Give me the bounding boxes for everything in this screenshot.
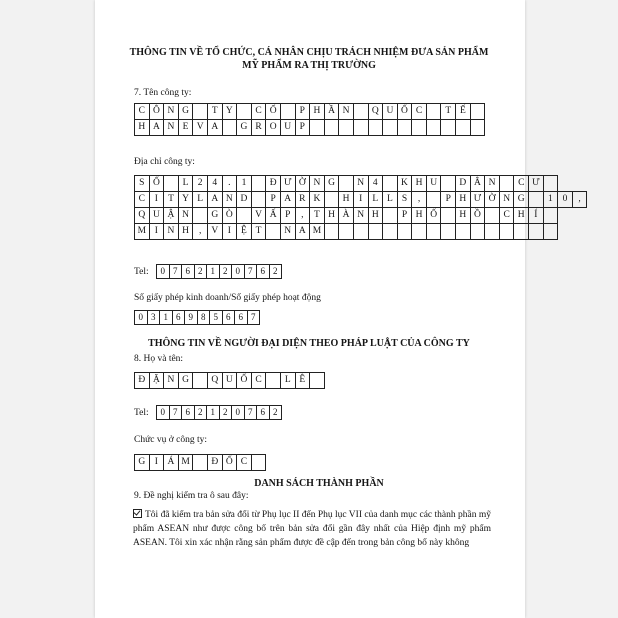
character-cell <box>192 103 208 120</box>
character-cell <box>309 372 325 389</box>
character-cell: N <box>484 175 500 192</box>
character-cell: Đ <box>265 175 281 192</box>
character-cell: P <box>295 119 311 136</box>
character-cell: U <box>149 207 165 224</box>
character-cell: 1 <box>206 264 220 279</box>
character-cell <box>192 454 208 471</box>
character-cell: Ư <box>528 175 544 192</box>
character-cell: Ệ <box>236 223 252 240</box>
character-cell: G <box>324 175 340 192</box>
grid-row <box>156 264 282 279</box>
representative-section-title: THÔNG TIN VỀ NGƯỜI ĐẠI DIỆN THEO PHÁP LUẬT CỦA CÔNG TY <box>148 338 470 349</box>
position-label: Chức vụ ở công ty: <box>134 435 207 445</box>
character-cell: R <box>251 119 267 136</box>
document-title-line-1: THÔNG TIN VỀ TỔ CHỨC, CÁ NHÂN CHỊU TRÁCH NHIỆM ĐƯA SẢN PHẨM <box>129 47 489 58</box>
character-cell: D <box>236 191 252 208</box>
character-cell <box>411 223 427 240</box>
character-cell: C <box>513 175 529 192</box>
character-cell: T <box>440 103 456 120</box>
character-cell: 0 <box>134 310 148 325</box>
character-cell: Ố <box>426 207 442 224</box>
character-cell <box>222 119 238 136</box>
character-cell: S <box>134 175 150 192</box>
character-cell: C <box>411 103 427 120</box>
character-cell: 0 <box>156 264 170 279</box>
character-cell: Đ <box>134 372 150 389</box>
character-cell: Ậ <box>163 207 179 224</box>
confirmation-paragraph <box>133 508 491 550</box>
character-cell: Ầ <box>324 103 340 120</box>
character-cell: 6 <box>222 310 236 325</box>
character-cell: H <box>368 207 384 224</box>
character-cell: Â <box>470 175 486 192</box>
position-grid <box>134 454 266 471</box>
character-cell <box>338 223 354 240</box>
character-cell: H <box>134 119 150 136</box>
grid-row <box>134 192 587 208</box>
character-cell: I <box>222 223 238 240</box>
character-cell: N <box>163 372 179 389</box>
character-cell: H <box>455 191 471 208</box>
character-cell <box>411 119 427 136</box>
character-cell <box>543 207 559 224</box>
character-cell: 6 <box>256 405 270 420</box>
character-cell: 6 <box>256 264 270 279</box>
character-cell: M <box>309 223 325 240</box>
character-cell: A <box>295 223 311 240</box>
character-cell: G <box>207 207 223 224</box>
character-cell <box>455 119 471 136</box>
character-cell: I <box>149 191 165 208</box>
representative-name-label: 8. Họ và tên: <box>134 354 184 364</box>
character-cell: Y <box>178 191 194 208</box>
character-cell: 8 <box>197 310 211 325</box>
character-cell: Ổ <box>265 103 281 120</box>
grid-row <box>134 372 325 389</box>
company-name-grid <box>134 103 485 136</box>
character-cell <box>440 207 456 224</box>
character-cell: 1 <box>159 310 173 325</box>
character-cell <box>192 207 208 224</box>
character-cell <box>397 223 413 240</box>
character-cell: P <box>440 191 456 208</box>
character-cell: 6 <box>234 310 248 325</box>
character-cell: N <box>163 119 179 136</box>
character-cell: U <box>280 119 296 136</box>
representative-name-grid <box>134 372 325 389</box>
character-cell <box>353 103 369 120</box>
character-cell: Ố <box>222 454 238 471</box>
character-cell: G <box>236 119 252 136</box>
character-cell: Ờ <box>484 191 500 208</box>
character-cell <box>426 119 442 136</box>
character-cell: Ấ <box>265 207 281 224</box>
character-cell: I <box>353 191 369 208</box>
character-cell: P <box>265 191 281 208</box>
character-cell: N <box>222 191 238 208</box>
character-cell: N <box>353 175 369 192</box>
character-cell: G <box>134 454 150 471</box>
character-cell <box>382 175 398 192</box>
character-cell: , <box>192 223 208 240</box>
character-cell <box>280 103 296 120</box>
character-cell: 5 <box>209 310 223 325</box>
character-cell: C <box>134 103 150 120</box>
character-cell: A <box>207 191 223 208</box>
character-cell <box>368 119 384 136</box>
representative-tel-label: Tel: <box>134 408 149 418</box>
grid-row <box>134 224 587 240</box>
character-cell: 4 <box>368 175 384 192</box>
character-cell: H <box>411 207 427 224</box>
character-cell <box>528 223 544 240</box>
character-cell: C <box>134 191 150 208</box>
character-cell <box>528 191 544 208</box>
character-cell: Ô <box>149 103 165 120</box>
character-cell: H <box>324 207 340 224</box>
character-cell <box>324 119 340 136</box>
confirmation-text: Tôi đã kiểm tra bản sửa đổi từ Phụ lục II đến Phụ lục VII của danh mục các thành phần mỹ phẩm ASEAN như được công bố trên bản sửa đổi gần đây nhất của Hiệp định mỹ phẩm ASEAN. Tôi xin xác nhận rằng sản phẩm được đề cập đến trong bản công bố này không <box>133 510 491 548</box>
character-cell <box>353 119 369 136</box>
character-cell: 2 <box>194 264 208 279</box>
character-cell: U <box>222 372 238 389</box>
character-cell: 2 <box>219 405 233 420</box>
character-cell: Y <box>222 103 238 120</box>
character-cell: 7 <box>169 405 183 420</box>
character-cell: L <box>368 191 384 208</box>
character-cell: N <box>178 207 194 224</box>
character-cell: , <box>295 207 311 224</box>
character-cell: 0 <box>231 405 245 420</box>
character-cell <box>265 223 281 240</box>
character-cell: S <box>397 191 413 208</box>
character-cell: V <box>251 207 267 224</box>
character-cell: 2 <box>269 405 283 420</box>
character-cell <box>470 103 486 120</box>
character-cell: Đ <box>207 454 223 471</box>
company-address-label: Địa chỉ công ty: <box>134 157 195 167</box>
character-cell <box>426 191 442 208</box>
character-cell: V <box>207 223 223 240</box>
character-cell: 2 <box>192 175 208 192</box>
character-cell <box>163 175 179 192</box>
character-cell <box>426 223 442 240</box>
character-cell: H <box>178 223 194 240</box>
character-cell: U <box>382 103 398 120</box>
character-cell: D <box>455 175 471 192</box>
character-cell: 7 <box>169 264 183 279</box>
character-cell <box>251 454 267 471</box>
character-cell: 4 <box>207 175 223 192</box>
character-cell <box>440 175 456 192</box>
character-cell: N <box>280 223 296 240</box>
character-cell: Ư <box>470 191 486 208</box>
character-cell: 3 <box>147 310 161 325</box>
character-cell: G <box>513 191 529 208</box>
grid-row <box>134 454 266 471</box>
character-cell: C <box>251 372 267 389</box>
character-cell: P <box>397 207 413 224</box>
character-cell <box>338 119 354 136</box>
character-cell <box>499 223 515 240</box>
character-cell: G <box>178 372 194 389</box>
character-cell: H <box>338 191 354 208</box>
representative-tel-grid <box>156 405 282 420</box>
character-cell: E <box>178 119 194 136</box>
character-cell <box>484 207 500 224</box>
character-cell: Í <box>528 207 544 224</box>
character-cell <box>470 119 486 136</box>
character-cell: T <box>207 103 223 120</box>
document-title-line-2: MỸ PHẨM RA THỊ TRƯỜNG <box>242 60 376 71</box>
character-cell: N <box>163 223 179 240</box>
character-cell: T <box>163 191 179 208</box>
character-cell: H <box>411 175 427 192</box>
company-tel-grid <box>156 264 282 279</box>
character-cell: 1 <box>543 191 559 208</box>
character-cell <box>192 372 208 389</box>
character-cell: 7 <box>247 310 261 325</box>
character-cell: P <box>280 207 296 224</box>
character-cell: Ặ <box>149 372 165 389</box>
character-cell: N <box>309 175 325 192</box>
character-cell: C <box>251 103 267 120</box>
character-cell <box>324 191 340 208</box>
character-cell <box>499 175 515 192</box>
character-cell: L <box>382 191 398 208</box>
character-cell: Ồ <box>470 207 486 224</box>
character-cell <box>251 191 267 208</box>
character-cell: C <box>236 454 252 471</box>
character-cell: O <box>265 119 281 136</box>
character-cell <box>309 119 325 136</box>
character-cell <box>397 119 413 136</box>
character-cell: P <box>295 103 311 120</box>
character-cell <box>353 223 369 240</box>
character-cell: L <box>192 191 208 208</box>
character-cell: Ố <box>236 372 252 389</box>
checked-checkbox-icon[interactable] <box>133 509 142 518</box>
character-cell: À <box>338 207 354 224</box>
grid-row <box>156 405 282 420</box>
grid-row <box>134 208 587 224</box>
character-cell <box>338 175 354 192</box>
character-cell: V <box>192 119 208 136</box>
character-cell: K <box>309 191 325 208</box>
character-cell: Ế <box>455 103 471 120</box>
character-cell <box>470 223 486 240</box>
character-cell: U <box>426 175 442 192</box>
character-cell <box>324 223 340 240</box>
character-cell: 2 <box>269 264 283 279</box>
character-cell <box>440 223 456 240</box>
character-cell: 1 <box>236 175 252 192</box>
character-cell <box>513 223 529 240</box>
character-cell: Q <box>207 372 223 389</box>
character-cell: 6 <box>181 264 195 279</box>
character-cell: Ố <box>149 175 165 192</box>
character-cell: K <box>397 175 413 192</box>
character-cell: L <box>280 372 296 389</box>
character-cell <box>484 223 500 240</box>
character-cell: C <box>499 207 515 224</box>
character-cell: N <box>499 191 515 208</box>
character-cell: Ư <box>280 175 296 192</box>
character-cell: A <box>280 191 296 208</box>
character-cell: Ờ <box>295 175 311 192</box>
character-cell <box>382 207 398 224</box>
check-instruction-label: 9. Đề nghị kiểm tra ô sau đây: <box>134 491 249 501</box>
character-cell: , <box>411 191 427 208</box>
character-cell <box>251 175 267 192</box>
character-cell: 0 <box>557 191 573 208</box>
character-cell: Q <box>134 207 150 224</box>
character-cell: M <box>134 223 150 240</box>
character-cell: N <box>163 103 179 120</box>
character-cell <box>426 103 442 120</box>
character-cell: 6 <box>172 310 186 325</box>
character-cell: 2 <box>219 264 233 279</box>
character-cell <box>368 223 384 240</box>
business-license-label: Số giấy phép kinh doanh/Số giấy phép hoạt động <box>134 293 321 303</box>
character-cell <box>265 372 281 389</box>
character-cell: . <box>222 175 238 192</box>
character-cell: Ố <box>397 103 413 120</box>
character-cell <box>236 103 252 120</box>
character-cell <box>440 119 456 136</box>
character-cell: R <box>295 191 311 208</box>
character-cell: 7 <box>244 405 258 420</box>
grid-row <box>134 120 485 136</box>
character-cell <box>382 119 398 136</box>
character-cell: Á <box>163 454 179 471</box>
character-cell: 2 <box>194 405 208 420</box>
company-name-label: 7. Tên công ty: <box>134 88 192 98</box>
company-tel-label: Tel: <box>134 267 149 277</box>
character-cell: A <box>207 119 223 136</box>
character-cell: L <box>178 175 194 192</box>
ingredients-section-title: DANH SÁCH THÀNH PHẦN <box>254 478 384 489</box>
character-cell: Ò <box>222 207 238 224</box>
grid-row <box>134 175 587 192</box>
character-cell: N <box>353 207 369 224</box>
character-cell: I <box>149 454 165 471</box>
character-cell: 0 <box>156 405 170 420</box>
character-cell <box>543 175 559 192</box>
business-license-grid <box>134 310 260 325</box>
character-cell: T <box>309 207 325 224</box>
character-cell: 6 <box>181 405 195 420</box>
grid-row <box>134 103 485 120</box>
character-cell: 1 <box>206 405 220 420</box>
character-cell: 0 <box>231 264 245 279</box>
character-cell: H <box>513 207 529 224</box>
character-cell: G <box>178 103 194 120</box>
character-cell: , <box>572 191 588 208</box>
character-cell: 9 <box>184 310 198 325</box>
character-cell: I <box>149 223 165 240</box>
company-address-grid <box>134 175 587 240</box>
character-cell: N <box>338 103 354 120</box>
character-cell <box>455 223 471 240</box>
character-cell: 7 <box>244 264 258 279</box>
grid-row <box>134 310 260 325</box>
character-cell: Ê <box>295 372 311 389</box>
character-cell <box>543 223 559 240</box>
character-cell: H <box>455 207 471 224</box>
character-cell: Q <box>368 103 384 120</box>
character-cell <box>236 207 252 224</box>
character-cell: H <box>309 103 325 120</box>
character-cell <box>382 223 398 240</box>
character-cell: A <box>149 119 165 136</box>
character-cell: M <box>178 454 194 471</box>
character-cell: T <box>251 223 267 240</box>
